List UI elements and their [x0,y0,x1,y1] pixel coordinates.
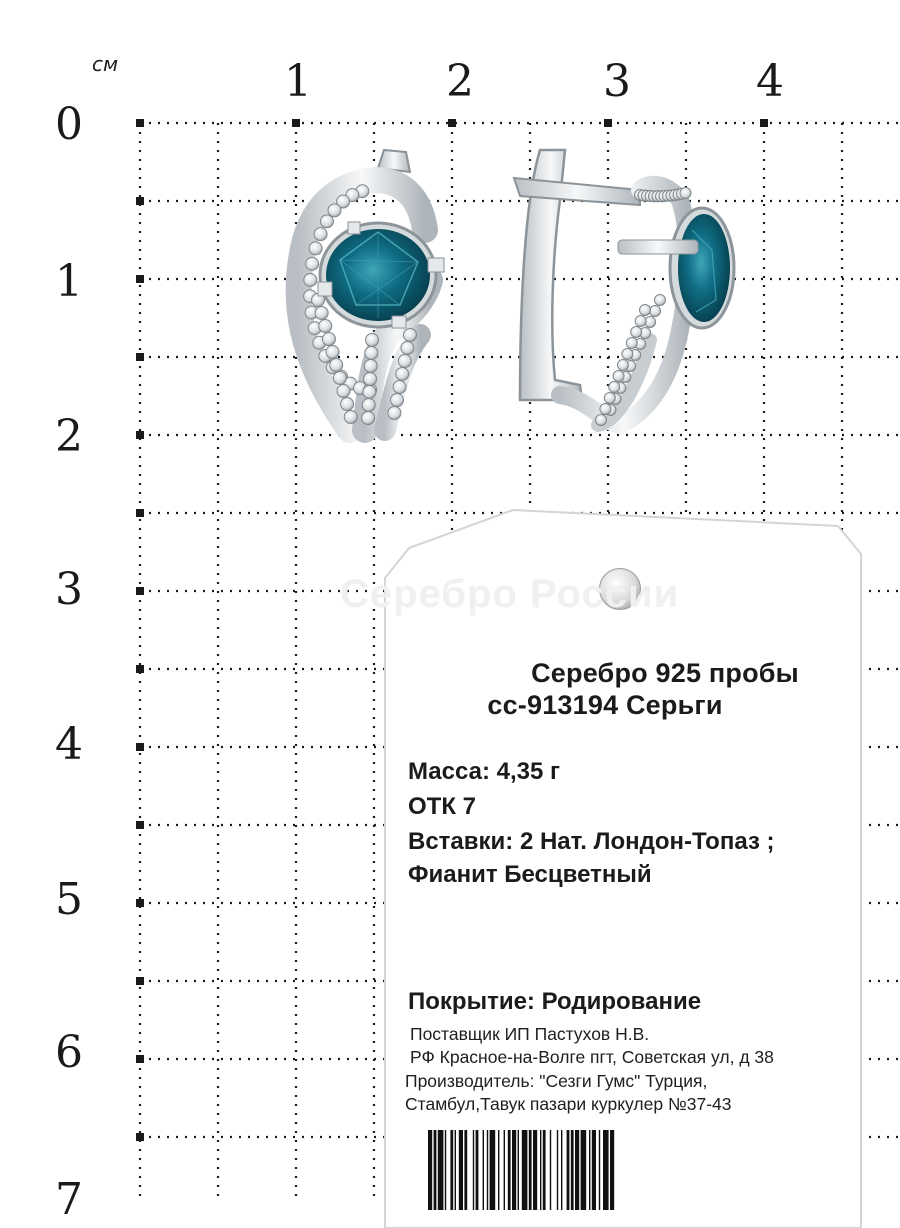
watermark-text: Серебро России [340,572,680,616]
y-axis-number-2: 2 [55,411,83,462]
tag-title-line1: Серебро 925 пробы [531,658,799,688]
y-axis-number-1: 1 [55,256,83,307]
x-axis-number-4: 4 [756,56,784,107]
earring-front-view [299,150,444,430]
earring-side-view [514,150,734,426]
tag-coating: Покрытие: Родирование [408,988,702,1015]
y-axis-number-0: 0 [55,99,83,150]
y-axis-number-6: 6 [55,1027,83,1078]
tag-inserts-line1: Вставки: 2 Нат. Лондон-Топаз ; [408,828,775,855]
x-axis-number-2: 2 [446,56,474,107]
tag-manufacturer-line1: Производитель: "Сезги Гумс" Турция, [405,1071,708,1091]
unit-label: см [92,52,119,76]
y-axis-number-3: 3 [55,564,83,615]
x-axis-number-1: 1 [284,56,312,107]
tag-mass: Масса: 4,35 г [408,758,561,785]
tag-otk: ОТК 7 [408,793,476,820]
tag-inserts-line2: Фианит Бесцветный [408,861,652,888]
tag-supplier: Поставщик ИП Пастухов Н.В. [410,1024,650,1044]
tag-title-line2: сс-913194 Серьги [487,690,723,720]
y-axis-number-4: 4 [55,719,83,770]
tag-manufacturer-line2: Стамбул,Тавук пазари куркулер №37-43 [405,1094,732,1114]
tag-address: РФ Красное-на-Волге пгт, Советская ул, д 38 [410,1047,774,1067]
y-axis-number-5: 5 [55,874,83,925]
y-axis-number-7: 7 [55,1174,83,1225]
x-axis-number-3: 3 [603,56,631,107]
barcode [428,1130,818,1210]
